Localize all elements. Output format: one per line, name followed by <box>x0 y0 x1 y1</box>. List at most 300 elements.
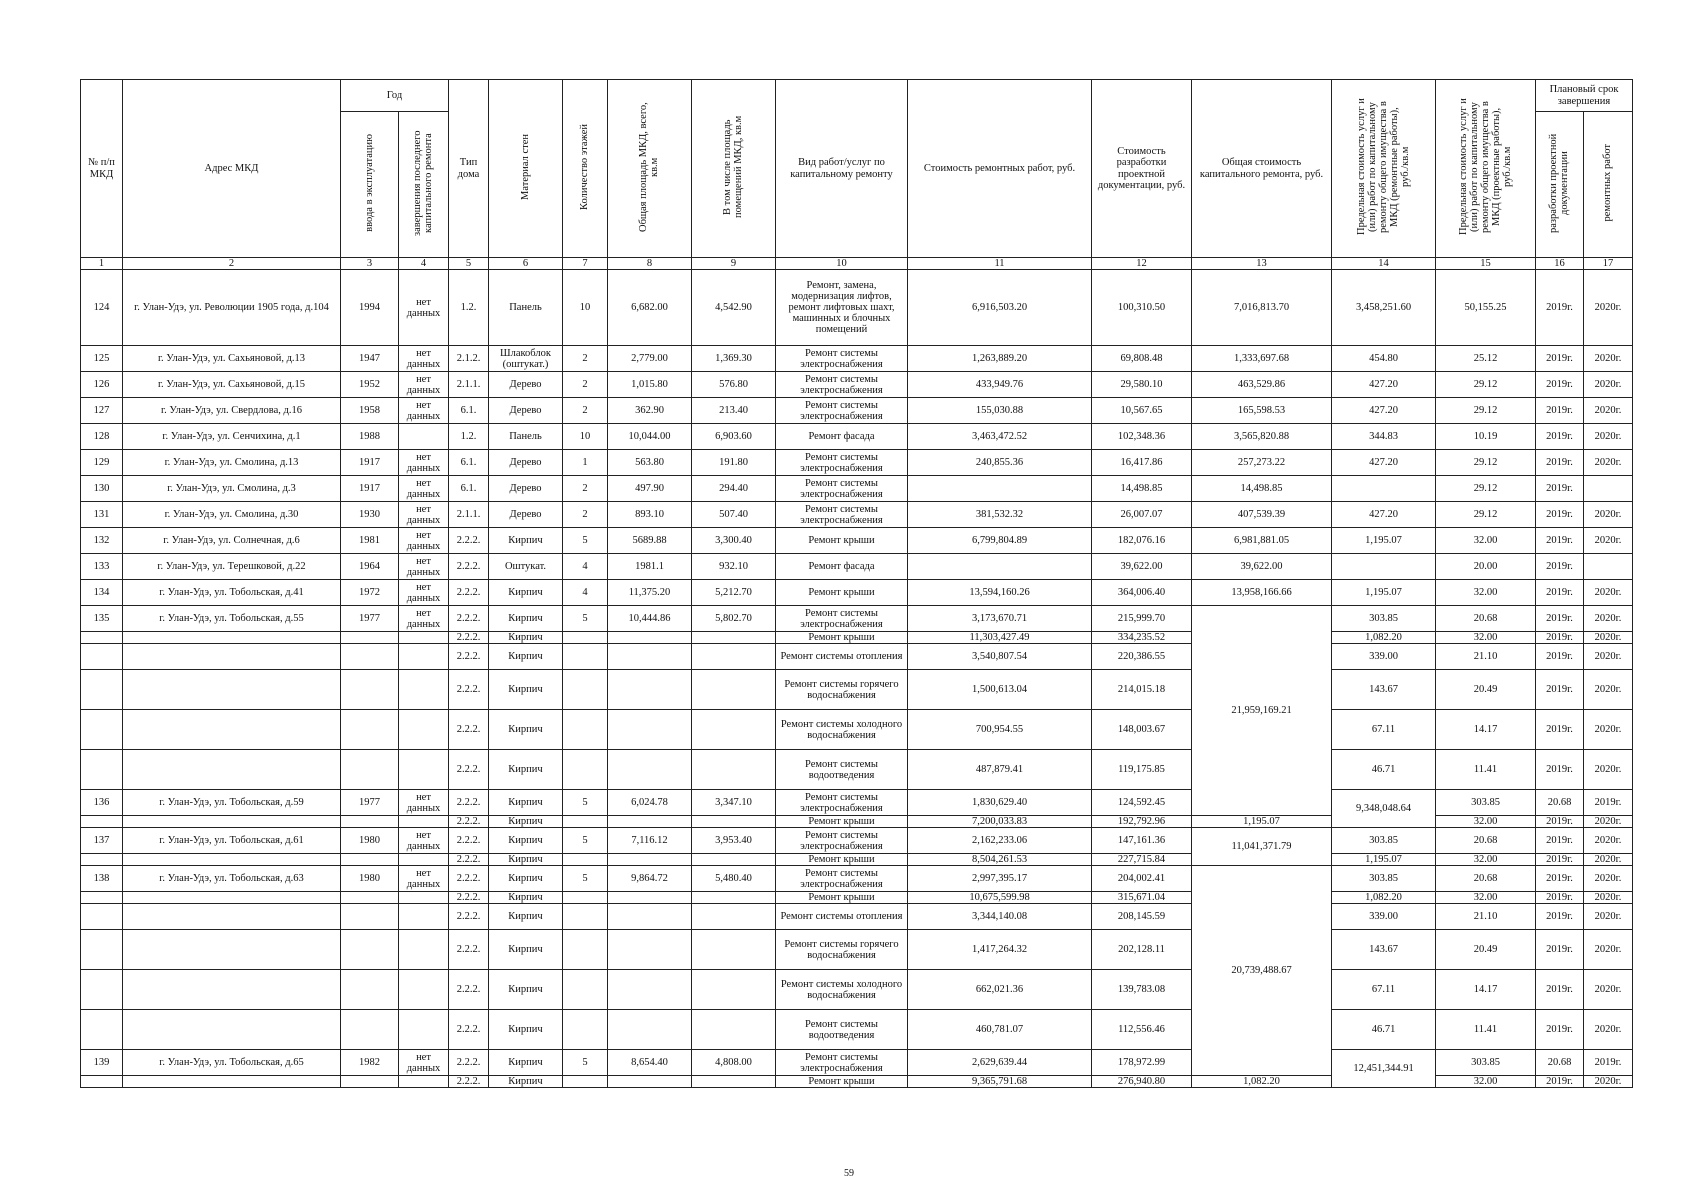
table-cell: 2019г. <box>1536 398 1584 424</box>
table-cell: 427.20 <box>1332 450 1436 476</box>
table-cell <box>1584 476 1633 502</box>
table-cell: 100,310.50 <box>1092 270 1192 346</box>
table-cell: 6,916,503.20 <box>908 270 1092 346</box>
table-cell: 112,556.46 <box>1092 1010 1192 1050</box>
table-cell: 20.68 <box>1436 828 1536 854</box>
table-cell <box>81 854 123 866</box>
table-cell: 315,671.04 <box>1092 892 1192 904</box>
table-cell: Ремонт системы холодного водоснабжения <box>776 970 908 1010</box>
table-cell <box>341 854 399 866</box>
table-cell: 5 <box>563 828 608 854</box>
table-cell: Кирпич <box>489 606 563 632</box>
table-cell: 1977 <box>341 790 399 816</box>
table-cell: Ремонт крыши <box>776 528 908 554</box>
table-cell: 2019г. <box>1536 1076 1584 1088</box>
table-cell: Ремонт крыши <box>776 632 908 644</box>
table-cell <box>341 904 399 930</box>
table-cell <box>81 670 123 710</box>
column-number: 10 <box>776 258 908 270</box>
header-premises-area <box>692 80 776 258</box>
table-cell: 2020г. <box>1584 372 1633 398</box>
table-cell: г. Улан-Удэ, ул. Сенчихина, д.1 <box>123 424 341 450</box>
table-cell: 2020г. <box>1584 670 1633 710</box>
table-cell: Ремонт системы электроснабжения <box>776 398 908 424</box>
table-cell: 10 <box>563 424 608 450</box>
table-cell <box>563 1076 608 1088</box>
table-cell: Ремонт системы электроснабжения <box>776 476 908 502</box>
table-cell <box>399 854 449 866</box>
table-cell: 339.00 <box>1332 904 1436 930</box>
table-cell: 364,006.40 <box>1092 580 1192 606</box>
table-cell: 3,347.10 <box>692 790 776 816</box>
table-cell: 2.2.2. <box>449 790 489 816</box>
table-cell: 1,195.07 <box>1332 528 1436 554</box>
table-cell: 2 <box>563 346 608 372</box>
table-cell: 1,369.30 <box>692 346 776 372</box>
table-cell: 130 <box>81 476 123 502</box>
table-cell: Ремонт системы холодного водоснабжения <box>776 710 908 750</box>
table-cell <box>81 1076 123 1088</box>
table-cell: 32.00 <box>1436 816 1536 828</box>
table-cell: нет данных <box>399 554 449 580</box>
table-cell: 2020г. <box>1584 866 1633 892</box>
table-cell: Кирпич <box>489 710 563 750</box>
table-cell <box>692 644 776 670</box>
table-cell: 215,999.70 <box>1092 606 1192 632</box>
column-number: 11 <box>908 258 1092 270</box>
table-cell: 7,200,033.83 <box>908 816 1092 828</box>
table-cell: 20.49 <box>1436 930 1536 970</box>
table-cell: 102,348.36 <box>1092 424 1192 450</box>
table-cell <box>1584 554 1633 580</box>
table-cell: 2.2.2. <box>449 632 489 644</box>
table-cell: 9,365,791.68 <box>908 1076 1092 1088</box>
table-row <box>81 710 1633 750</box>
table-cell: г. Улан-Удэ, ул. Тобольская, д.63 <box>123 866 341 892</box>
table-cell: 381,532.32 <box>908 502 1092 528</box>
table-cell: 3,458,251.60 <box>1332 270 1436 346</box>
table-cell: Кирпич <box>489 904 563 930</box>
table-cell <box>123 632 341 644</box>
table-cell: 2019г. <box>1584 1050 1633 1076</box>
table-cell: 2 <box>563 398 608 424</box>
table-cell: 5689.88 <box>608 528 692 554</box>
table-cell <box>81 892 123 904</box>
header-limit-design <box>1436 80 1536 258</box>
table-row <box>81 528 1633 554</box>
page-number: 59 <box>844 1168 854 1179</box>
table-cell: Кирпич <box>489 580 563 606</box>
table-cell: 155,030.88 <box>908 398 1092 424</box>
table-cell: 1964 <box>341 554 399 580</box>
table-cell: 13,594,160.26 <box>908 580 1092 606</box>
table-row <box>81 1050 1633 1076</box>
table-cell: 138 <box>81 866 123 892</box>
table-row <box>81 670 1633 710</box>
table-cell <box>123 670 341 710</box>
table-cell: 1,082.20 <box>1332 632 1436 644</box>
table-cell: 576.80 <box>692 372 776 398</box>
table-cell: 433,949.76 <box>908 372 1092 398</box>
table-cell: 7,116.12 <box>608 828 692 854</box>
table-cell: 2020г. <box>1584 970 1633 1010</box>
table-cell: 1,195.07 <box>1332 854 1436 866</box>
table-cell <box>692 970 776 1010</box>
header-no: № п/п МКД <box>81 80 123 258</box>
table-cell: 2020г. <box>1584 750 1633 790</box>
table-cell: 29.12 <box>1436 450 1536 476</box>
table-body <box>81 270 1633 1088</box>
table-cell: 2019г. <box>1536 828 1584 854</box>
header-plan-repair-label: ремонтных работ <box>1602 144 1614 222</box>
table-cell: 3,540,807.54 <box>908 644 1092 670</box>
table-row <box>81 828 1633 854</box>
column-number: 5 <box>449 258 489 270</box>
table-cell: 563.80 <box>608 450 692 476</box>
table-cell: 20,739,488.67 <box>1192 866 1332 1076</box>
table-cell <box>399 424 449 450</box>
table-cell: 67.11 <box>1332 970 1436 1010</box>
table-cell: 1,333,697.68 <box>1192 346 1332 372</box>
table-cell: 32.00 <box>1436 854 1536 866</box>
table-cell: 3,344,140.08 <box>908 904 1092 930</box>
table-cell: нет данных <box>399 346 449 372</box>
table-cell <box>692 750 776 790</box>
table-cell: 2020г. <box>1584 450 1633 476</box>
table-cell: 487,879.41 <box>908 750 1092 790</box>
table-cell: 2019г. <box>1536 930 1584 970</box>
table-row <box>81 866 1633 892</box>
table-cell: г. Улан-Удэ, ул. Терешковой, д.22 <box>123 554 341 580</box>
table-cell <box>81 710 123 750</box>
table-cell: Кирпич <box>489 750 563 790</box>
table-cell: 2 <box>563 372 608 398</box>
table-cell: 1.2. <box>449 424 489 450</box>
header-year-last-repair <box>399 112 449 258</box>
table-cell: Кирпич <box>489 1010 563 1050</box>
table-cell: 2.2.2. <box>449 750 489 790</box>
table-cell <box>399 710 449 750</box>
table-cell: Ремонт системы электроснабжения <box>776 1050 908 1076</box>
table-cell: 2019г. <box>1536 816 1584 828</box>
table-cell: 4,542.90 <box>692 270 776 346</box>
table-cell: Ремонт крыши <box>776 580 908 606</box>
table-header <box>81 80 1633 270</box>
table-cell: 202,128.11 <box>1092 930 1192 970</box>
table-cell <box>908 554 1092 580</box>
table-cell: 893.10 <box>608 502 692 528</box>
table-cell: 2.2.2. <box>449 670 489 710</box>
table-cell: Дерево <box>489 476 563 502</box>
table-cell <box>692 892 776 904</box>
table-cell: 1994 <box>341 270 399 346</box>
table-cell: 362.90 <box>608 398 692 424</box>
table-cell: 2020г. <box>1584 904 1633 930</box>
table-cell: 2,629,639.44 <box>908 1050 1092 1076</box>
table-cell: 10,044.00 <box>608 424 692 450</box>
table-cell <box>399 632 449 644</box>
table-cell: 2019г. <box>1536 450 1584 476</box>
table-cell: 2.2.2. <box>449 854 489 866</box>
table-cell: 46.71 <box>1332 1010 1436 1050</box>
table-cell <box>608 854 692 866</box>
table-cell <box>81 930 123 970</box>
table-cell: Ремонт системы водоотведения <box>776 1010 908 1050</box>
table-cell: Ремонт крыши <box>776 816 908 828</box>
table-cell <box>123 1076 341 1088</box>
table-cell <box>399 816 449 828</box>
table-cell: 2.2.2. <box>449 1076 489 1088</box>
table-cell <box>692 632 776 644</box>
table-cell <box>123 854 341 866</box>
table-cell <box>399 750 449 790</box>
table-cell <box>81 904 123 930</box>
table-cell: Ремонт системы электроснабжения <box>776 790 908 816</box>
table-cell <box>1332 554 1436 580</box>
table-cell: Кирпич <box>489 644 563 670</box>
table-cell: 5 <box>563 1050 608 1076</box>
table-cell: 2019г. <box>1536 892 1584 904</box>
table-cell: 4 <box>563 580 608 606</box>
table-cell: Ремонт фасада <box>776 424 908 450</box>
table-row <box>81 632 1633 644</box>
table-cell: 131 <box>81 502 123 528</box>
header-work-type: Вид работ/услуг по капитальному ремонту <box>776 80 908 258</box>
table-cell: 339.00 <box>1332 644 1436 670</box>
table-cell: 5,480.40 <box>692 866 776 892</box>
table-cell: 2.2.2. <box>449 710 489 750</box>
table-cell: 2020г. <box>1584 1010 1633 1050</box>
table-cell: 16,417.86 <box>1092 450 1192 476</box>
table-cell: 128 <box>81 424 123 450</box>
table-cell: 11,041,371.79 <box>1192 828 1332 866</box>
table-cell: Ремонт крыши <box>776 854 908 866</box>
column-number: 4 <box>399 258 449 270</box>
column-number: 3 <box>341 258 399 270</box>
table-cell: 1.2. <box>449 270 489 346</box>
table-cell <box>341 750 399 790</box>
table-cell <box>908 476 1092 502</box>
table-row <box>81 554 1633 580</box>
table-cell: 20.00 <box>1436 554 1536 580</box>
column-number: 13 <box>1192 258 1332 270</box>
table-cell <box>563 816 608 828</box>
table-row <box>81 346 1633 372</box>
header-plan-repair <box>1584 112 1633 258</box>
table-cell: 182,076.16 <box>1092 528 1192 554</box>
table-row <box>81 476 1633 502</box>
table-cell <box>123 816 341 828</box>
table-cell: 29.12 <box>1436 502 1536 528</box>
table-cell: нет данных <box>399 606 449 632</box>
header-plan-design <box>1536 112 1584 258</box>
table-cell: 21.10 <box>1436 644 1536 670</box>
table-cell: 143.67 <box>1332 670 1436 710</box>
table-row <box>81 372 1633 398</box>
table-cell <box>563 1010 608 1050</box>
table-cell: Ремонт системы электроснабжения <box>776 346 908 372</box>
table-cell: 1981 <box>341 528 399 554</box>
table-cell: 10.19 <box>1436 424 1536 450</box>
table-row <box>81 644 1633 670</box>
table-cell <box>608 970 692 1010</box>
table-cell: 5 <box>563 606 608 632</box>
table-cell: Кирпич <box>489 1050 563 1076</box>
table-cell: 5,212.70 <box>692 580 776 606</box>
table-cell <box>341 632 399 644</box>
column-number: 15 <box>1436 258 1536 270</box>
table-cell: Ремонт крыши <box>776 1076 908 1088</box>
table-cell <box>563 670 608 710</box>
table-cell: 6.1. <box>449 450 489 476</box>
table-cell: 2020г. <box>1584 502 1633 528</box>
header-year-commission-label: ввода в эксплуатацию <box>363 134 375 232</box>
table-cell: 133 <box>81 554 123 580</box>
table-cell: нет данных <box>399 580 449 606</box>
header-wall-material <box>489 80 563 258</box>
table-cell: 2.1.2. <box>449 346 489 372</box>
table-cell: 454.80 <box>1332 346 1436 372</box>
table-cell: 257,273.22 <box>1192 450 1332 476</box>
header-limit-repair-label: Предельная стоимость услуг и (или) работ по капитальному ремонту общего имущества в МКД (ремонтные работы), руб./кв.м <box>1355 98 1412 236</box>
table-cell: 10,567.65 <box>1092 398 1192 424</box>
header-limit-design-label: Предельная стоимость услуг и (или) работ по капитальному ремонту общего имущества в МКД (проектные работы), руб./кв.м <box>1457 98 1514 236</box>
table-cell <box>123 904 341 930</box>
table-cell <box>608 904 692 930</box>
table-cell: 1,263,889.20 <box>908 346 1092 372</box>
table-cell: г. Улан-Удэ, ул. Смолина, д.13 <box>123 450 341 476</box>
header-address: Адрес МКД <box>123 80 341 258</box>
table-row <box>81 970 1633 1010</box>
header-year-last-repair-label: завершения последнего капитального ремонта <box>412 130 435 236</box>
table-cell: 3,953.40 <box>692 828 776 854</box>
table-cell <box>692 1076 776 1088</box>
table-row <box>81 854 1633 866</box>
table-cell: Дерево <box>489 398 563 424</box>
table-cell: 119,175.85 <box>1092 750 1192 790</box>
column-number: 14 <box>1332 258 1436 270</box>
table-cell: г. Улан-Удэ, ул. Смолина, д.3 <box>123 476 341 502</box>
column-number: 9 <box>692 258 776 270</box>
table-cell: Ремонт системы электроснабжения <box>776 450 908 476</box>
table-cell <box>692 904 776 930</box>
table-cell: Оштукат. <box>489 554 563 580</box>
table-row <box>81 790 1633 816</box>
table-cell <box>563 854 608 866</box>
table-cell: 7,016,813.70 <box>1192 270 1332 346</box>
table-cell: 5 <box>563 790 608 816</box>
table-cell: 32.00 <box>1436 1076 1536 1088</box>
table-cell <box>563 750 608 790</box>
table-cell: 139 <box>81 1050 123 1076</box>
table-cell: 10,675,599.98 <box>908 892 1092 904</box>
table-row <box>81 1010 1633 1050</box>
table-cell: 344.83 <box>1332 424 1436 450</box>
table-cell: 6,981,881.05 <box>1192 528 1332 554</box>
header-year-commission <box>341 112 399 258</box>
table-cell: Кирпич <box>489 632 563 644</box>
table-cell <box>81 816 123 828</box>
table-cell <box>341 930 399 970</box>
table-cell: 11.41 <box>1436 1010 1536 1050</box>
table-cell: 10,444.86 <box>608 606 692 632</box>
table-cell: 6.1. <box>449 476 489 502</box>
table-cell: 14,498.85 <box>1192 476 1332 502</box>
table-cell: 14,498.85 <box>1092 476 1192 502</box>
table-cell: Кирпич <box>489 892 563 904</box>
column-number-row <box>81 258 1633 270</box>
table-cell: 2.2.2. <box>449 866 489 892</box>
table-cell: 125 <box>81 346 123 372</box>
table-cell <box>692 816 776 828</box>
table-cell: 1,195.07 <box>1192 816 1332 828</box>
table-cell: 1 <box>563 450 608 476</box>
table-cell: 2020г. <box>1584 528 1633 554</box>
table-cell: нет данных <box>399 528 449 554</box>
table-cell <box>692 670 776 710</box>
table-row <box>81 750 1633 790</box>
table-cell <box>608 670 692 710</box>
table-cell: 2020г. <box>1584 854 1633 866</box>
table-cell <box>608 892 692 904</box>
table-cell <box>399 904 449 930</box>
table-cell: 39,622.00 <box>1092 554 1192 580</box>
table-cell: г. Улан-Удэ, ул. Тобольская, д.55 <box>123 606 341 632</box>
table-cell <box>608 1010 692 1050</box>
table-cell <box>563 904 608 930</box>
table-cell: 2.2.2. <box>449 930 489 970</box>
table-cell: Шлакоблок (оштукат.) <box>489 346 563 372</box>
table-cell: нет данных <box>399 270 449 346</box>
table-cell <box>123 710 341 750</box>
table-cell: 21,959,169.21 <box>1192 606 1332 816</box>
table-cell: 932.10 <box>692 554 776 580</box>
table-cell <box>341 816 399 828</box>
table-cell <box>399 644 449 670</box>
table-cell <box>563 892 608 904</box>
table-cell <box>692 1010 776 1050</box>
table-cell <box>692 854 776 866</box>
table-cell: г. Улан-Удэ, ул. Солнечная, д.6 <box>123 528 341 554</box>
table-cell: 8,504,261.53 <box>908 854 1092 866</box>
table-row <box>81 398 1633 424</box>
table-cell <box>81 644 123 670</box>
table-cell: 2.2.2. <box>449 816 489 828</box>
table-cell: Кирпич <box>489 866 563 892</box>
table-cell: 5 <box>563 866 608 892</box>
table-cell: 1988 <box>341 424 399 450</box>
table-cell: нет данных <box>399 450 449 476</box>
table-cell: нет данных <box>399 1050 449 1076</box>
table-cell: 1917 <box>341 450 399 476</box>
table-cell: 240,855.36 <box>908 450 1092 476</box>
table-cell: Ремонт крыши <box>776 892 908 904</box>
table-cell: 334,235.52 <box>1092 632 1192 644</box>
table-cell: 1958 <box>341 398 399 424</box>
table-cell <box>563 710 608 750</box>
table-cell: г. Улан-Удэ, ул. Сахьяновой, д.13 <box>123 346 341 372</box>
table-cell <box>123 930 341 970</box>
table-cell: 124,592.45 <box>1092 790 1192 816</box>
column-number: 2 <box>123 258 341 270</box>
header-total-area-label: Общая площадь МКД, всего, кв.м <box>638 102 661 232</box>
table-cell: 2.2.2. <box>449 1010 489 1050</box>
table-cell: 50,155.25 <box>1436 270 1536 346</box>
header-floors <box>563 80 608 258</box>
table-cell: 6,799,804.89 <box>908 528 1092 554</box>
table-cell: Ремонт системы водоотведения <box>776 750 908 790</box>
table-cell: 1982 <box>341 1050 399 1076</box>
